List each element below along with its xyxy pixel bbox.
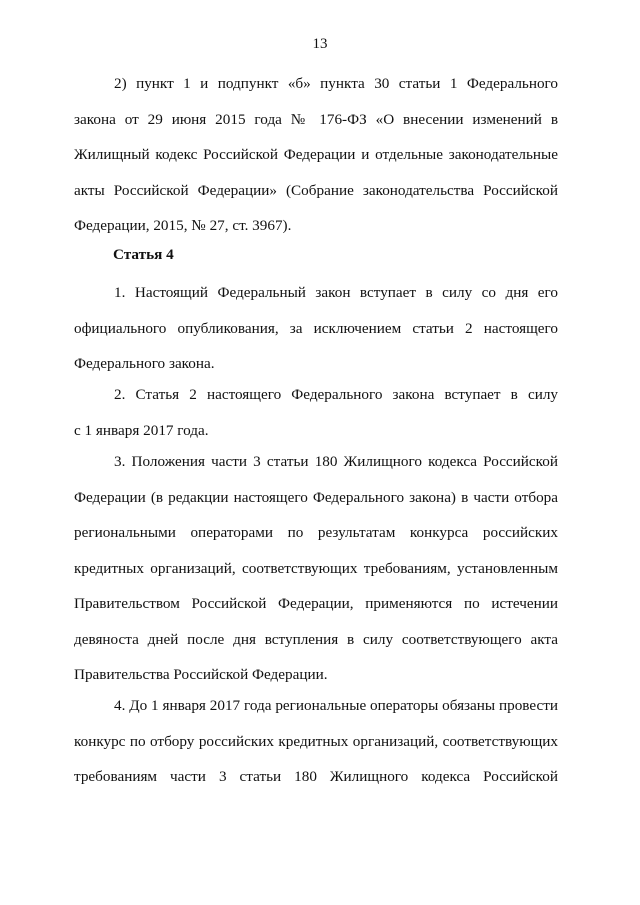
paragraph-line: с 1 января 2017 года.	[74, 421, 209, 439]
paragraph-4	[74, 696, 558, 803]
page-number: 13	[312, 36, 328, 52]
paragraph-line: кредитных организаций, соответствующих требованиям, установленным	[74, 559, 558, 577]
paragraph-line: Федерации (в редакции настоящего Федерального закона) в части отбора	[74, 488, 558, 506]
item-2-line: Федерации, 2015, № 27, ст. 3967).	[74, 217, 292, 234]
paragraph-line: конкурс по отбору российских кредитных организаций, соответствующих	[74, 732, 558, 750]
paragraph-2	[74, 385, 558, 456]
paragraph-line: требованиям части 3 статьи 180 Жилищного кодекса Российской	[74, 768, 558, 785]
paragraph-line: Правительства Российской Федерации.	[74, 666, 328, 683]
paragraph-line: девяноста дней после дня вступления в силу соответствующего акта	[74, 630, 558, 648]
paragraph-line: 2. Статья 2 настоящего Федерального закона вступает в силу	[114, 386, 558, 403]
item-2-line: 2) пункт 1 и подпункт «б» пункта 30 статьи 1 Федерального	[114, 75, 558, 92]
paragraph-line: Правительством Российской Федерации, применяются по истечении	[74, 595, 558, 612]
paragraph-line: региональными операторами по результатам конкурса российских	[74, 524, 558, 541]
paragraph-line: официального опубликования, за исключением статьи 2 настоящего	[74, 319, 558, 337]
paragraph-line: 1. Настоящий Федеральный закон вступает в силу со дня его	[114, 284, 558, 301]
item-2-line: Жилищный кодекс Российской Федерации и отдельные законодательные	[74, 146, 558, 163]
paragraph-line: Федерального закона.	[74, 355, 215, 372]
paragraph-1	[74, 283, 558, 390]
item-2-line: акты Российской Федерации» (Собрание законодательства Российской	[74, 181, 558, 199]
paragraph-3	[74, 452, 558, 701]
paragraph-line: 3. Положения части 3 статьи 180 Жилищного кодекса Российской	[114, 453, 558, 470]
item-2-line: закона от 29 июня 2015 года № 176-ФЗ «О внесении изменений в	[74, 110, 558, 128]
paragraph-line: 4. До 1 января 2017 года региональные операторы обязаны провести	[114, 697, 558, 714]
item-2	[74, 74, 558, 252]
article-4-heading: Статья 4	[113, 246, 174, 263]
